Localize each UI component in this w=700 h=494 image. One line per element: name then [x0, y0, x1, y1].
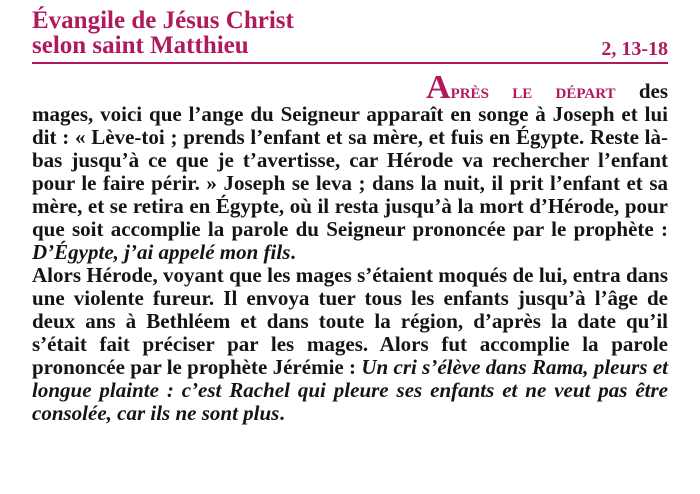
opening-small-caps: près le départ	[450, 79, 616, 103]
paragraph-2-text: Alors Hérode, voyant que les mages s’étaient moqués de lui, entra dans une violente fureur. Il envoya tuer tous les enfants jusqu’à l’âge de deux ans à Bethléem et dans toute la région, d’après la date qu’il s’était fait préciser par les mages. Alors fut accomplie la parole prononcée par le prophète Jérémie :	[32, 263, 668, 379]
prophecy-quote-2: Un cri s’élève dans Rama, pleurs et longue plainte : c’est Rachel qui pleure ses enfants et ne veut pas être consolée, car ils ne sont plus	[32, 355, 669, 425]
paragraph-1-text: des mages, voici que l’ange du Seigneur apparaît en songe à Joseph et lui dit : « Lève-toi ; prends l’enfant et sa mère, et fuis en Égypte. Reste là-bas jusqu’à ce que je t’avertisse, car Hérode va rechercher l’enfant pour le faire périr. » Joseph se leva ; dans la nuit, il prit l’enfant et sa mère, et se retira en Égypte, où il resta jusqu’à la mort d’Hérode, pour que soit accomplie la parole du Seigneur prononcée par le prophète :	[32, 79, 668, 241]
gospel-title-line-2: selon saint Matthieu	[32, 32, 249, 59]
paragraph-2-end: .	[279, 401, 285, 425]
reading-header	[32, 8, 668, 64]
paragraph-1-end: .	[290, 240, 296, 264]
paragraph-1	[32, 69, 668, 264]
gospel-title-line-1: Évangile de Jésus Christ	[32, 7, 294, 34]
paragraph-2	[32, 264, 668, 425]
prophecy-quote-1: D’Égypte, j’ai appelé mon fils	[32, 240, 291, 264]
reading-body	[32, 69, 669, 425]
drop-cap: A	[426, 69, 451, 106]
verse-reference: 2, 13-18	[601, 38, 668, 60]
gospel-reading	[32, 8, 668, 425]
